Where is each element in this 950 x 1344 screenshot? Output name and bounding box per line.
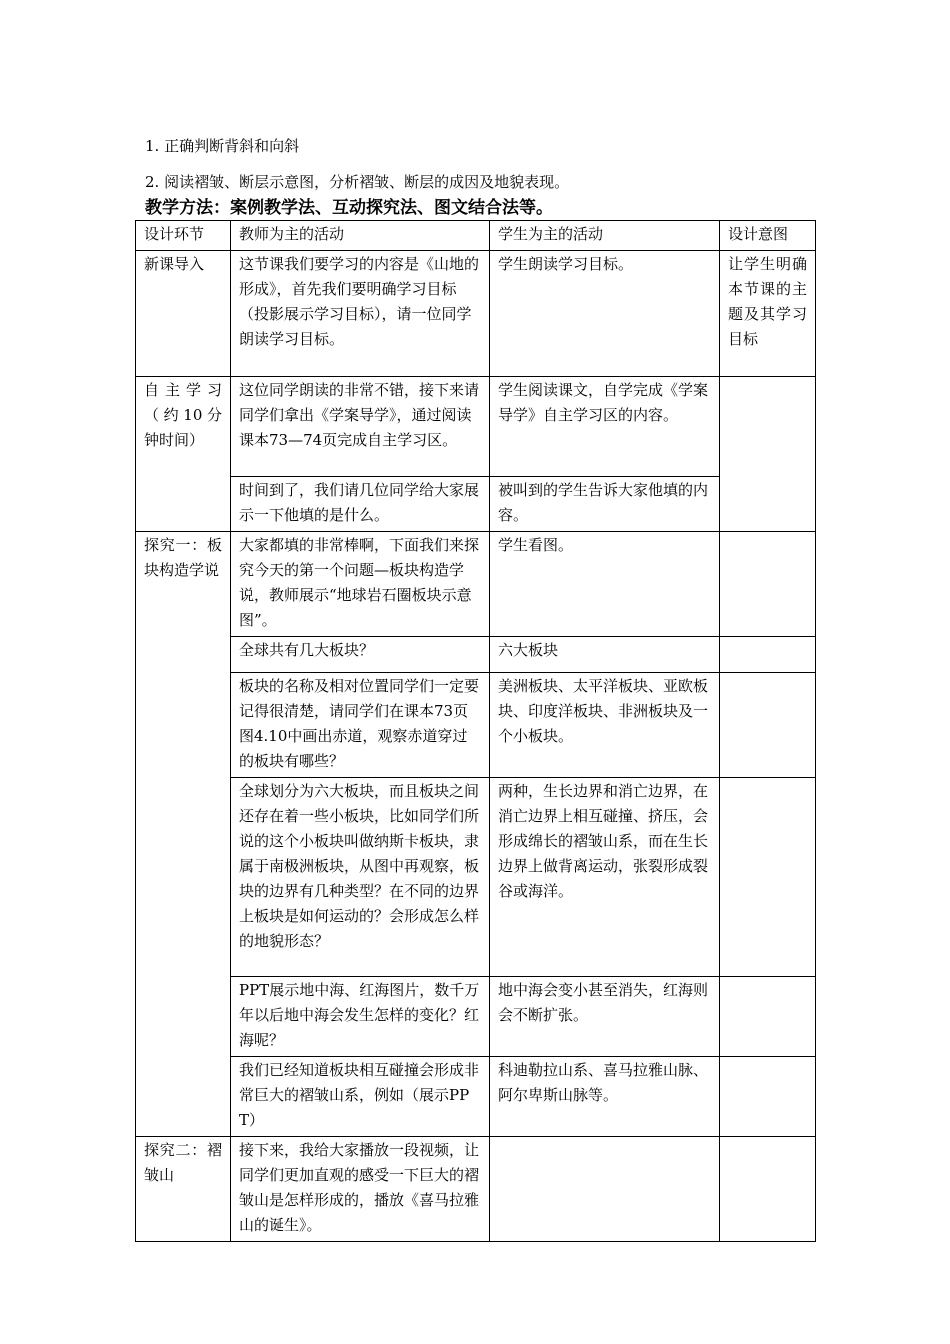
table-row	[136, 1137, 816, 1242]
teacher-cell: PPT展示地中海、红海图片，数千万年以后地中海会发生怎样的变化？红海呢？	[231, 977, 490, 1057]
intent-cell: 让学生明确本节课的主题及其学习目标	[720, 251, 816, 377]
table-row	[136, 251, 816, 377]
stage-cell: 自主学习（约10分钟时间）	[136, 377, 231, 532]
teacher-cell: 全球划分为六大板块，而且板块之间还存在着一些小板块，比如同学们所说的这个小板块叫做纳斯卡板块，隶属于南极洲板块，从图中再观察，板块的边界有几种类型？在不同的边界上板块是如何运动的？会形成怎么样的地貌形态？	[231, 778, 490, 977]
header-teacher: 教师为主的活动	[231, 221, 490, 251]
teacher-cell: 这位同学朗读的非常不错，接下来请同学们拿出《学案导学》，通过阅读课本73—74页完成自主学习区。	[231, 377, 490, 477]
teacher-cell: 时间到了，我们请几位同学给大家展示一下他填的是什么。	[231, 477, 490, 532]
teacher-cell: 全球共有几大板块？	[231, 637, 490, 673]
student-cell: 六大板块	[490, 637, 720, 673]
student-cell: 被叫到的学生告诉大家他填的内容。	[490, 477, 720, 532]
teacher-cell: 接下来，我给大家播放一段视频，让同学们更加直观的感受一下巨大的褶皱山是怎样形成的，播放《喜马拉雅山的诞生》。	[231, 1137, 490, 1242]
student-cell: 学生朗读学习目标。	[490, 251, 720, 377]
student-cell: 学生阅读课文，自学完成《学案导学》自主学习区的内容。	[490, 377, 720, 477]
table-row	[136, 1057, 816, 1137]
teacher-cell: 板块的名称及相对位置同学们一定要记得很清楚，请同学们在课本73页图4.10中画出赤道，观察赤道穿过的板块有哪些？	[231, 673, 490, 778]
student-cell: 两种，生长边界和消亡边界，在消亡边界上相互碰撞、挤压，会形成绵长的褶皱山系，而在生长边界上做背离运动，张裂形成裂谷或海洋。	[490, 778, 720, 977]
student-cell: 学生看图。	[490, 532, 720, 637]
stage-cell: 探究二：褶皱山	[136, 1137, 231, 1242]
intent-cell	[720, 637, 816, 673]
table-row	[136, 532, 816, 637]
student-cell	[490, 1137, 720, 1242]
table-row	[136, 637, 816, 673]
intent-cell	[720, 1137, 816, 1242]
intent-cell	[720, 377, 816, 532]
table-header-row	[136, 221, 816, 251]
table-row	[136, 977, 816, 1057]
intent-cell	[720, 673, 816, 778]
objective-2: 2. 阅读褶皱、断层示意图，分析褶皱、断层的成因及地貌表现。	[145, 173, 570, 191]
teacher-cell: 我们已经知道板块相互碰撞会形成非常巨大的褶皱山系，例如（展示PPT）	[231, 1057, 490, 1137]
table-row	[136, 673, 816, 778]
stage-cell: 新课导入	[136, 251, 231, 377]
student-cell: 地中海会变小甚至消失，红海则会不断扩张。	[490, 977, 720, 1057]
stage-cell: 探究一：板块构造学说	[136, 532, 231, 1137]
teacher-cell: 大家都填的非常棒啊，下面我们来探究今天的第一个问题—板块构造学说，教师展示“地球岩石圈板块示意图”。	[231, 532, 490, 637]
objective-1: 1. 正确判断背斜和向斜	[145, 137, 300, 155]
teacher-cell: 这节课我们要学习的内容是《山地的形成》，首先我们要明确学习目标（投影展示学习目标），请一位同学朗读学习目标。	[231, 251, 490, 377]
header-stage: 设计环节	[136, 221, 231, 251]
header-student: 学生为主的活动	[490, 221, 720, 251]
table-row	[136, 778, 816, 977]
student-cell: 科迪勒拉山系、喜马拉雅山脉、阿尔卑斯山脉等。	[490, 1057, 720, 1137]
student-cell: 美洲板块、太平洋板块、亚欧板块、印度洋板块、非洲板块及一个小板块。	[490, 673, 720, 778]
table-row	[136, 477, 816, 532]
lesson-plan-table	[135, 220, 816, 1242]
teaching-methods: 教学方法：案例教学法、互动探究法、图文结合法等。	[145, 198, 553, 218]
intent-cell	[720, 778, 816, 977]
table-row	[136, 377, 816, 477]
intent-cell	[720, 532, 816, 637]
intent-cell	[720, 1057, 816, 1137]
header-intent: 设计意图	[720, 221, 816, 251]
intent-cell	[720, 977, 816, 1057]
